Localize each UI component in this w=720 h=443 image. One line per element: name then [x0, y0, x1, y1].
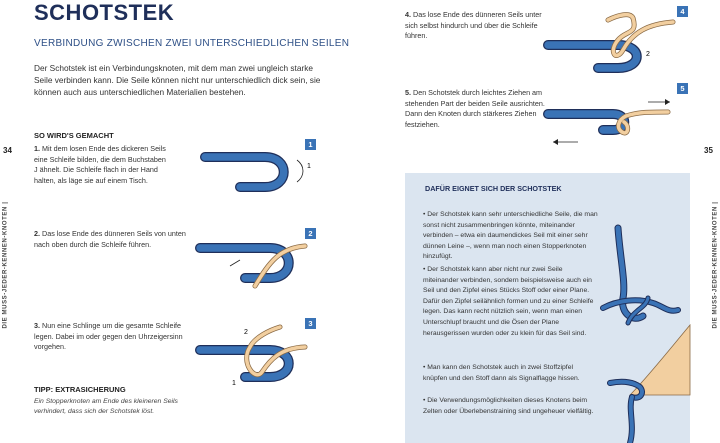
step-1: 1. Mit dem losen Ende des dickeren Seils eine Schleife bilden, die dem Buchstaben J ähnelt. Die Schleife flach in der Hand halten, als läge sie auf einem Tisch. [34, 144, 166, 185]
step-3-badge: 3 [305, 318, 316, 329]
step-1-arrow-label: 1 [307, 163, 311, 170]
step-5-illustration [548, 92, 678, 147]
panel-heading: DAFÜR EIGNET SICH DER SCHOTSTEK [425, 184, 562, 193]
panel-bullet-3: • Man kann den Schotstek auch in zwei Stoffzipfel knüpfen und den Stoff dann als Signalflagge hissen. [423, 364, 580, 382]
panel-illustration-tarp-knot [610, 325, 690, 443]
intro-text: Der Schotstek ist ein Verbindungsknoten, mit dem man zwei ungleich starke Seile verbinden kann. Die Seile können nicht nur unterschiedlich dick sein, sie können auch aus unterschiedlichen Materialien bestehen. [34, 63, 321, 97]
panel-bullet-2: • Der Schotstek kann aber nicht nur zwei Seile miteinander verbinden, sondern beispielsweise auch ein Seil und den Zipfel eines Stücks Stoff oder einer Plane. Dafür den Zipfel seilähnlich formen und zu einer Schleife legen. Das kann recht nützlich sein, wenn man einen Unterschlupf braucht und die Ösen der Plane herausgerissen wurden oder zu klein für das Seil sind. [423, 266, 594, 337]
subtitle: VERBINDUNG ZWISCHEN ZWEI UNTERSCHIEDLICHEN SEILEN [34, 38, 350, 49]
page-number-left: 34 [3, 146, 12, 155]
panel-illustration-rope-knot [598, 228, 678, 338]
step-2: 2. Das lose Ende des dünneren Seils von unten nach oben durch die Schleife führen. [34, 229, 186, 249]
step-4-illustration [548, 10, 673, 75]
step-1-illustration [205, 142, 315, 192]
panel-bullet-4: • Die Verwendungsmöglichkeiten dieses Knotens beim Zelten oder Überlebenstraining sind ungeheuer vielfältig. [423, 397, 594, 415]
step-3-text: Nun eine Schlinge um die gesamte Schleife legen. Dabei im oder gegen den Uhrzeigersinn vorgehen. [34, 321, 183, 351]
panel-bullet-1: • Der Schotstek kann sehr unterschiedliche Seile, die man sonst nicht zusammenbringen könnte, miteinander verbinden – etwa ein daumendickes Seil mit einer sehr dünnen Leine –, wenn man noch einen Stopperknoten hinzufügt. [423, 211, 598, 261]
step-4-arrow-label: 2 [646, 51, 650, 58]
step-5: 5. Den Schotstek durch leichtes Ziehen am stehenden Part der beiden Seile ausrichten. Dann den Knoten durch stärkeres Ziehen festziehen. [405, 88, 545, 129]
step-2-text: Das lose Ende des dünneren Seils von unten nach oben durch die Schleife führen. [34, 229, 186, 249]
step-2-badge: 2 [305, 228, 316, 239]
step-1-text: Mit dem losen Ende des dickeren Seils eine Schleife bilden, die dem Buchstaben J ähnelt. Die Schleife flach in der Hand halten, als läge sie auf einem Tisch. [34, 144, 166, 185]
step-4: 4. Das lose Ende des dünneren Seils unter sich selbst hindurch und über die Schleife führen. [405, 10, 542, 40]
step-3-arrow-label-1: 1 [232, 380, 236, 387]
section-heading: SO WIRD'S GEMACHT [34, 131, 114, 140]
step-3: 3. Nun eine Schlinge um die gesamte Schleife legen. Dabei im oder gegen den Uhrzeigersinn vorgehen. [34, 321, 183, 351]
tip-heading: TIPP: EXTRASICHERUNG [34, 385, 126, 394]
step-5-badge: 5 [677, 83, 688, 94]
page-title: SCHOTSTEK [34, 0, 175, 25]
page-number-right: 35 [704, 146, 713, 155]
step-4-text: Das lose Ende des dünneren Seils unter sich selbst hindurch und über die Schleife führen. [405, 10, 542, 40]
step-3-arrow-label-2: 2 [244, 329, 248, 336]
step-4-badge: 4 [677, 6, 688, 17]
step-1-badge: 1 [305, 139, 316, 150]
side-label-left: DIE MUSS-JEDER-KENNEN-KNOTEN | [2, 201, 9, 329]
tip-text: Ein Stopperknoten am Ende des kleineren Seils verhindert, dass sich der Schotstek löst. [34, 398, 178, 415]
step-3-illustration [200, 322, 315, 387]
step-5-text: Den Schotstek durch leichtes Ziehen am stehenden Part der beiden Seile ausrichten. Dann den Knoten durch stärkeres Ziehen festziehen. [405, 88, 545, 129]
step-2-illustration [200, 236, 315, 286]
side-label-right: DIE MUSS-JEDER-KENNEN-KNOTEN | [712, 201, 719, 329]
